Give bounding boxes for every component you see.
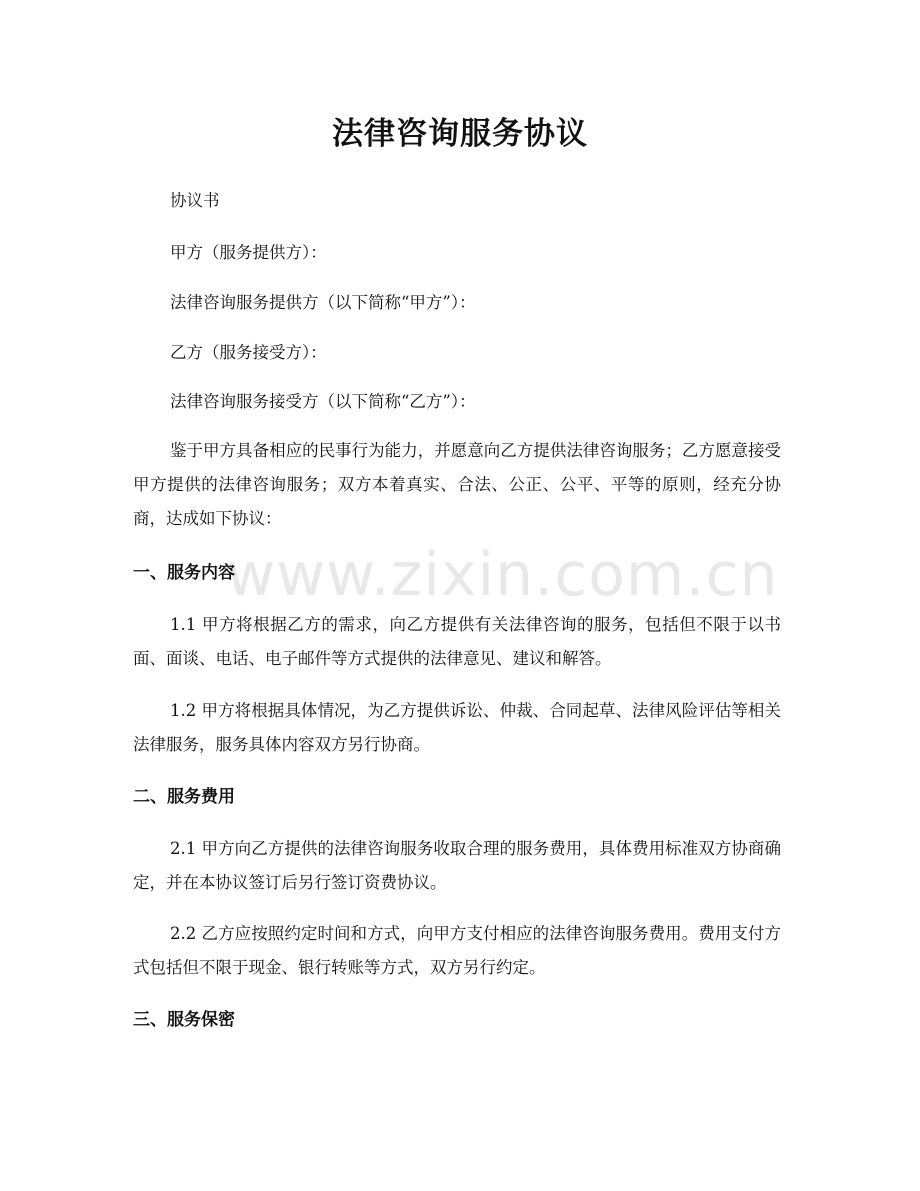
clause-1-2: 1.2 甲方将根据具体情况，为乙方提供诉讼、仲裁、合同起草、法律风险评估等相关法律服务，服务具体内容双方另行协商。 <box>133 701 781 754</box>
clause-1-1: 1.1 甲方将根据乙方的需求，向乙方提供有关法律咨询的服务，包括但不限于以书面、面谈、电话、电子邮件等方式提供的法律意见、建议和解答。 <box>133 615 781 668</box>
watermark: www.zixin.com.cn <box>226 540 779 610</box>
intro-line-party-b-alias: 法律咨询服务接受方（以下简称“乙方”）： <box>170 392 476 411</box>
section-heading-2: 二、服务费用 <box>133 787 235 807</box>
preamble-paragraph: 鉴于甲方具备相应的民事行为能力，并愿意向乙方提供法律咨询服务；乙方愿意接受甲方提供的法律咨询服务；双方本着真实、合法、公正、公平、平等的原则，经充分协商，达成如下协议： <box>133 441 781 528</box>
clause-2-1: 2.1 甲方向乙方提供的法律咨询服务收取合理的服务费用，具体费用标准双方协商确定，并在本协议签订后另行签订资费协议。 <box>133 839 781 892</box>
intro-line-party-b: 乙方（服务接受方）： <box>170 343 327 362</box>
intro-line-party-a: 甲方（服务提供方）： <box>170 243 327 262</box>
section-heading-3: 三、服务保密 <box>133 1010 235 1030</box>
clause-2-2: 2.2 乙方应按照约定时间和方式，向甲方支付相应的法律咨询服务费用。费用支付方式包括但不限于现金、银行转账等方式，双方另行约定。 <box>133 924 781 977</box>
intro-line-party-a-alias: 法律咨询服务提供方（以下简称“甲方”）： <box>170 293 476 312</box>
section-heading-1: 一、服务内容 <box>133 563 235 583</box>
document-title: 法律咨询服务协议 <box>332 116 588 152</box>
intro-line-agreement: 协议书 <box>170 191 220 210</box>
